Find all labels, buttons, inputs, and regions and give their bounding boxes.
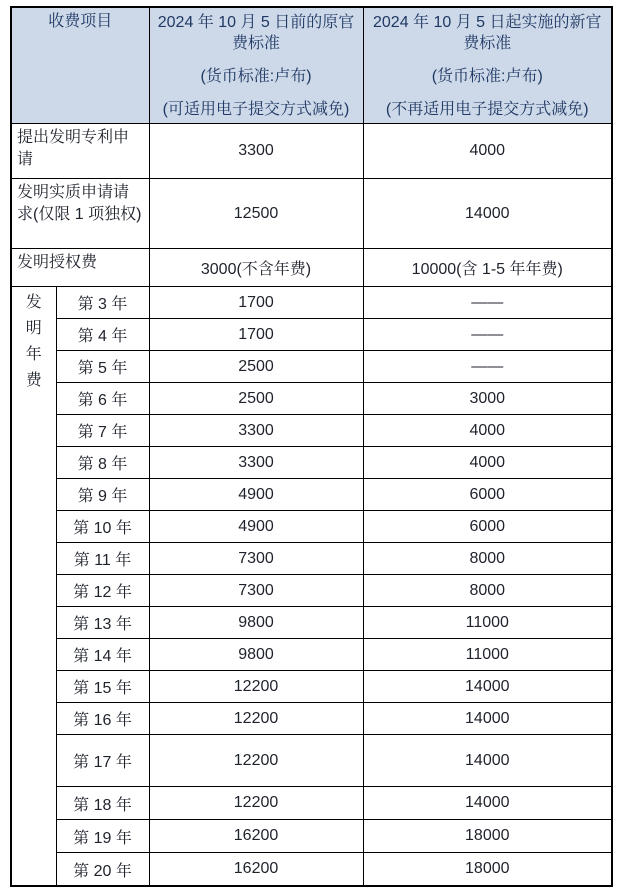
new-fee-value: 18000 [363,820,612,853]
table-row-year-8 [11,447,612,479]
year-label: 第 15 年 [56,671,149,703]
old-fee-value: 9800 [149,639,363,671]
table-row-year-4 [11,319,612,351]
year-label: 第 20 年 [56,853,149,887]
table-row-grant [11,249,612,287]
table-row-filing [11,124,612,179]
new-fee-value: —— [363,287,612,319]
row-label: 发明授权费 [11,249,149,287]
year-label: 第 13 年 [56,607,149,639]
old-fee-value: 1700 [149,319,363,351]
header-old-fee-content [150,8,363,120]
old-fee-value: 3300 [149,447,363,479]
new-fee-value: 14000 [363,735,612,787]
new-fee-value: 8000 [363,575,612,607]
header-fee-item [11,7,149,124]
year-label: 第 9 年 [56,479,149,511]
year-label: 第 16 年 [56,703,149,735]
year-label: 第 5 年 [56,351,149,383]
table-row-year-10 [11,511,612,543]
table-row-year-18 [11,787,612,820]
table-row-year-9 [11,479,612,511]
new-fee-value: 8000 [363,543,612,575]
new-fee-value: 4000 [363,124,612,179]
old-fee-value: 12200 [149,787,363,820]
year-label: 第 8 年 [56,447,149,479]
old-fee-value: 7300 [149,543,363,575]
table-row-year-7 [11,415,612,447]
new-fee-value: 14000 [363,703,612,735]
new-fee-value: 4000 [363,447,612,479]
header-fee-item-label: 收费项目 [48,13,113,30]
old-fee-value: 2500 [149,351,363,383]
old-fee-value: 16200 [149,853,363,887]
header-new-fee-content [364,8,612,120]
old-fee-value: 4900 [149,479,363,511]
table-row-year-14 [11,639,612,671]
header-old-fee [149,7,363,124]
old-fee-value: 12200 [149,735,363,787]
table-row-year-11 [11,543,612,575]
old-fee-value: 1700 [149,287,363,319]
old-fee-value: 3300 [149,124,363,179]
new-fee-value: 3000 [363,383,612,415]
old-fee-value: 16200 [149,820,363,853]
table-row-year-12 [11,575,612,607]
row-label: 提出发明专利申请 [11,124,149,179]
year-label: 第 18 年 [56,787,149,820]
table-row-year-17 [11,735,612,787]
table-row-year-13 [11,607,612,639]
year-label: 第 19 年 [56,820,149,853]
table-row-year-20 [11,853,612,887]
old-fee-title: 2024 年 10 月 5 日前的原官费标准 [157,14,355,53]
year-label: 第 12 年 [56,575,149,607]
row-label: 发明实质申请请求(仅限 1 项独权) [11,179,149,249]
old-fee-value: 12200 [149,703,363,735]
new-fee-value: —— [363,351,612,383]
new-fee-value: 4000 [363,415,612,447]
header-new-fee [363,7,612,124]
table-row-year-16 [11,703,612,735]
new-fee-title: 2024 年 10 月 5 日起实施的新官费标准 [373,14,602,53]
old-fee-value: 7300 [149,575,363,607]
year-label: 第 4 年 [56,319,149,351]
old-fee-note: (可适用电子提交方式减免) [162,101,350,119]
year-label: 第 6 年 [56,383,149,415]
old-fee-value: 9800 [149,607,363,639]
year-label: 第 11 年 [56,543,149,575]
table-row-year-6 [11,383,612,415]
old-fee-value: 12500 [149,179,363,249]
new-fee-value: 6000 [363,479,612,511]
year-label: 第 14 年 [56,639,149,671]
new-fee-value: 14000 [363,787,612,820]
old-fee-currency: (货币标准:卢布) [200,68,312,86]
annuity-group-cell [11,287,56,887]
new-fee-value: 6000 [363,511,612,543]
new-fee-value: 14000 [363,179,612,249]
new-fee-value: 11000 [363,639,612,671]
header-row [11,7,612,124]
year-label: 第 17 年 [56,735,149,787]
old-fee-value: 3000(不含年费) [149,249,363,287]
table-row-year-15 [11,671,612,703]
old-fee-value: 12200 [149,671,363,703]
table-row-examination [11,179,612,249]
new-fee-value: 14000 [363,671,612,703]
year-label: 第 7 年 [56,415,149,447]
new-fee-value: 11000 [363,607,612,639]
old-fee-value: 4900 [149,511,363,543]
new-fee-value: 10000(含 1-5 年年费) [363,249,612,287]
table-row-year-5 [11,351,612,383]
table-row-year-3 [11,287,612,319]
new-fee-value: —— [363,319,612,351]
fee-table [10,6,613,887]
new-fee-note: (不再适用电子提交方式减免) [385,101,589,119]
year-label: 第 10 年 [56,511,149,543]
annuity-group-label: 发明年费 [25,294,42,389]
year-label: 第 3 年 [56,287,149,319]
old-fee-value: 2500 [149,383,363,415]
new-fee-currency: (货币标准:卢布) [431,68,543,86]
old-fee-value: 3300 [149,415,363,447]
table-row-year-19 [11,820,612,853]
new-fee-value: 18000 [363,853,612,887]
